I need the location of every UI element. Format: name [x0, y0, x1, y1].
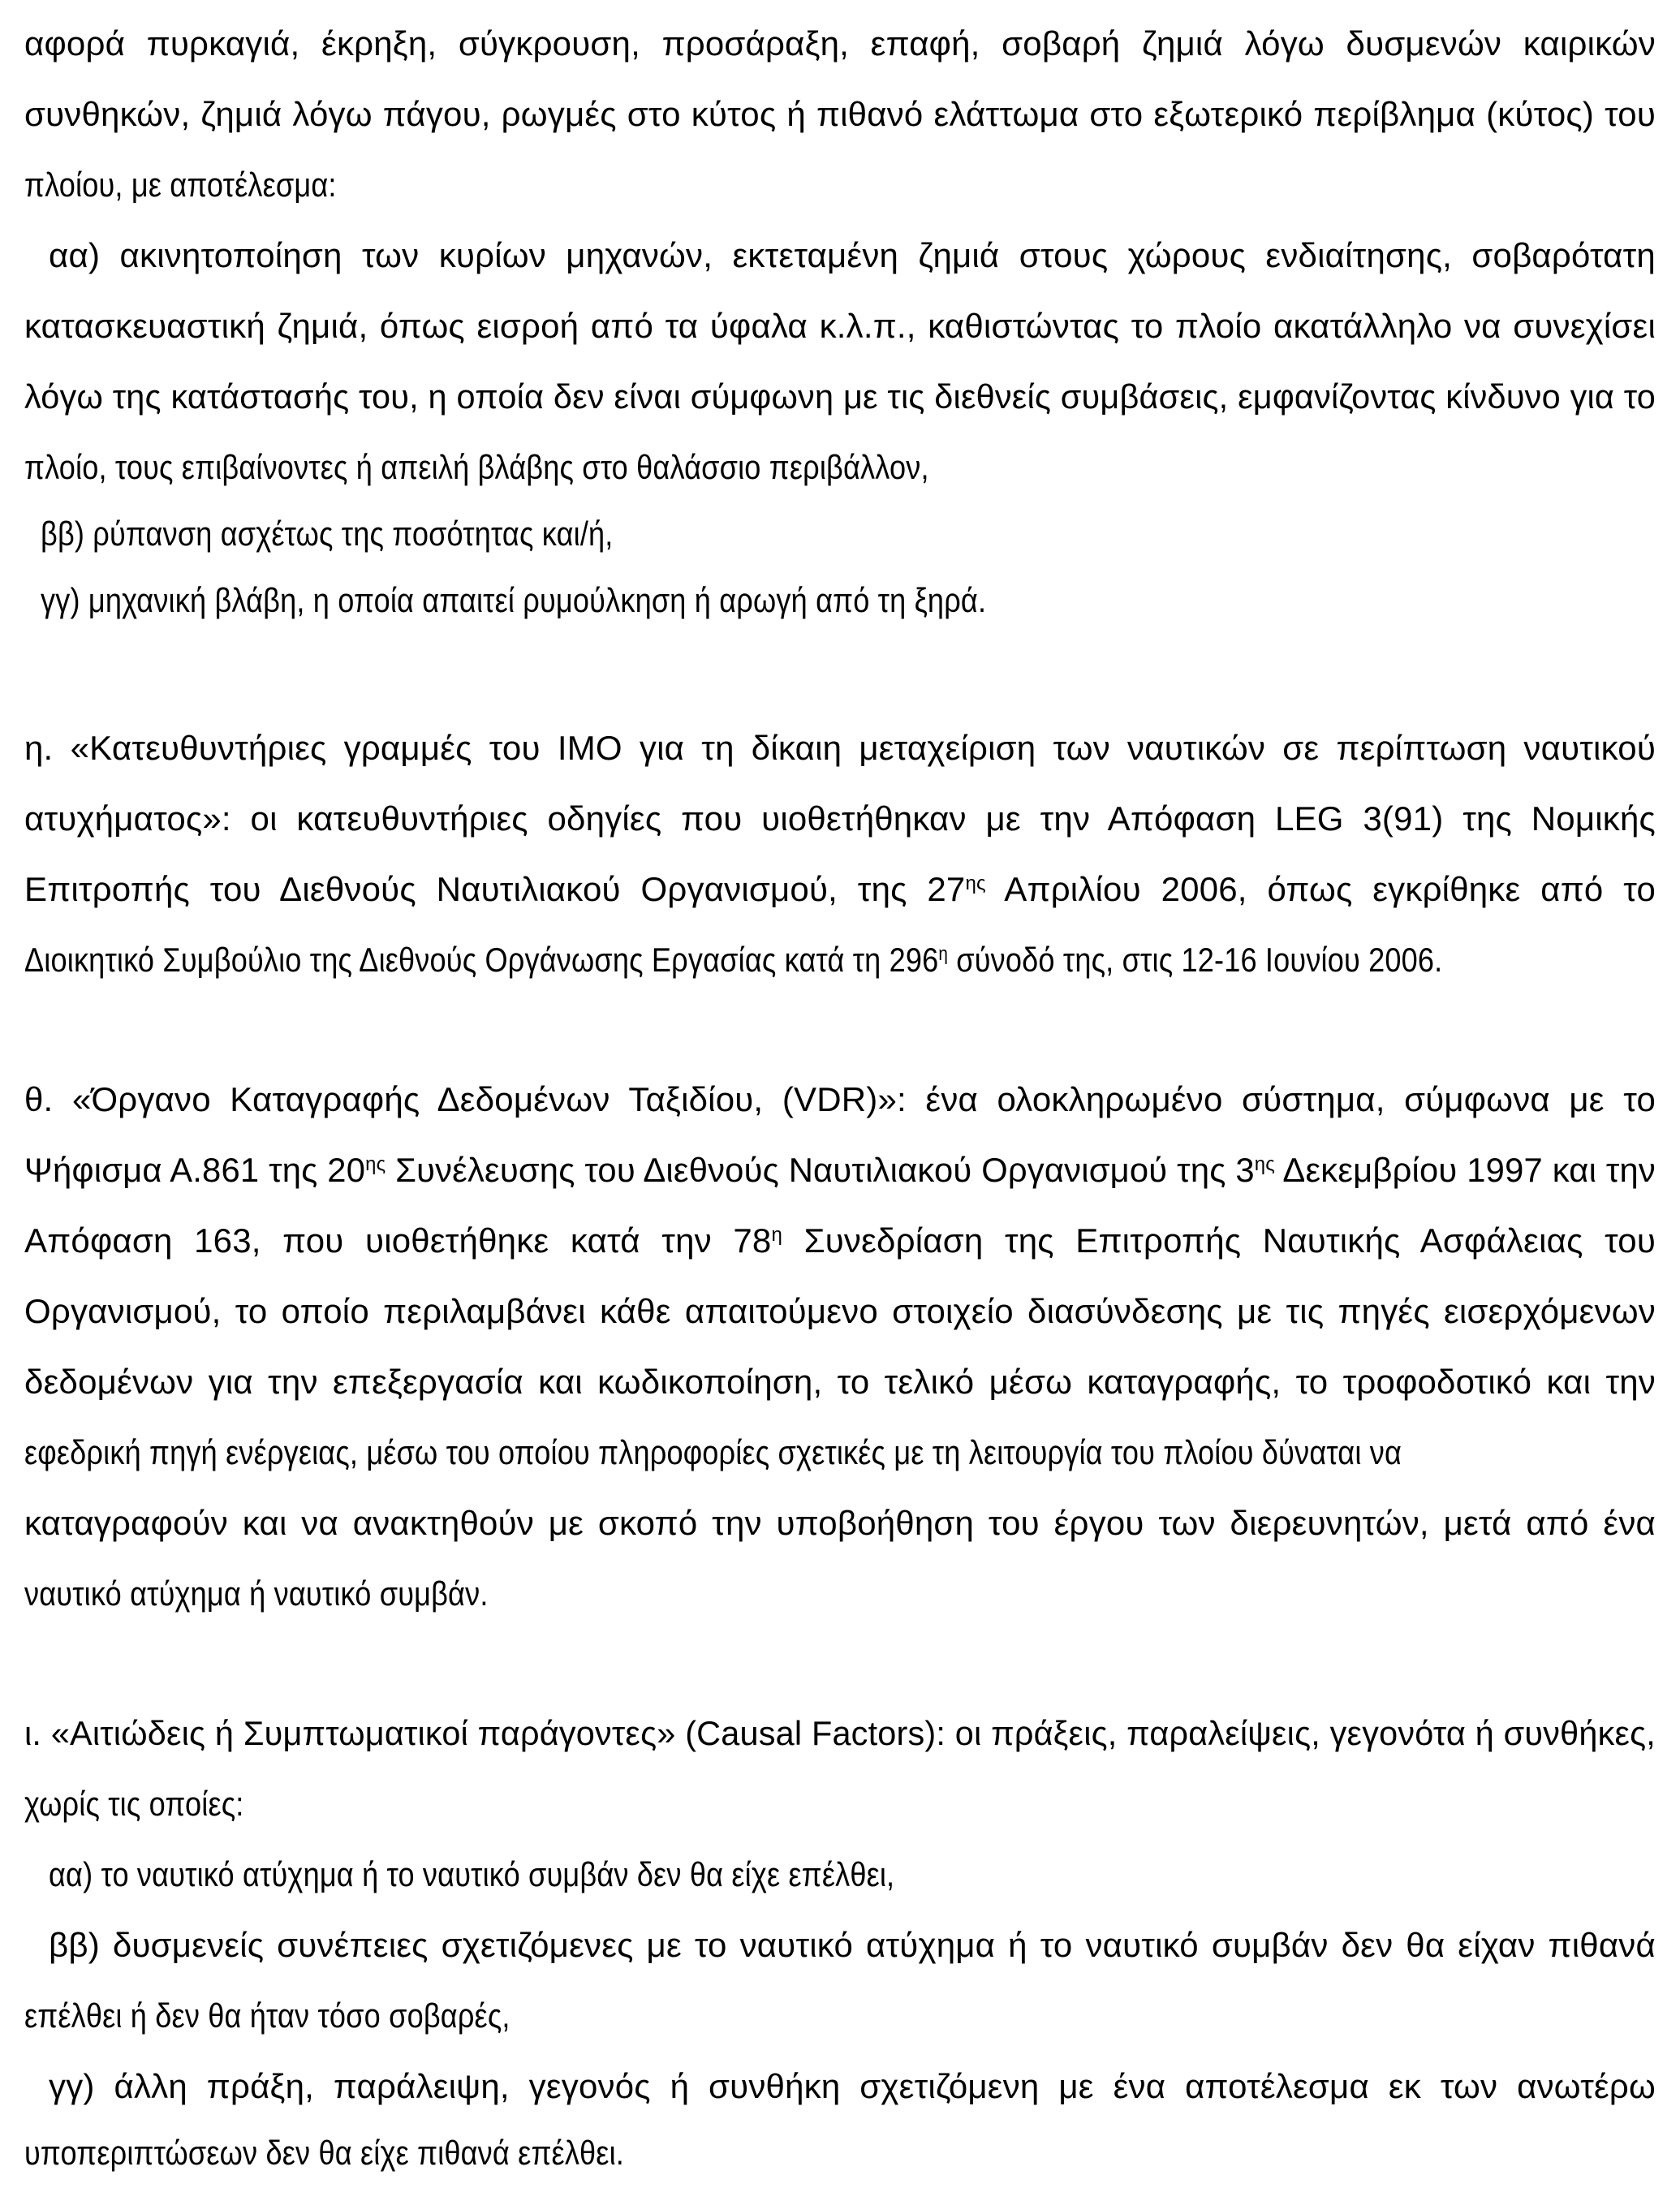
- text-line: [24, 1135, 1656, 1205]
- text-line: δεδομένων για την επεξεργασία και κωδικοποίηση, το τελικό μέσω καταγραφής, το τροφοδοτικό και την: [24, 1363, 1656, 1401]
- text-span: Δεκεμβρίου 1997 και την: [1274, 1151, 1656, 1189]
- text-line: αφορά πυρκαγιά, έκρηξη, σύγκρουση, προσάραξη, επαφή, σοβαρή ζημιά λόγω δυσμενών καιρικών: [24, 24, 1656, 62]
- ordinal-suffix: ης: [965, 872, 986, 894]
- ordinal-suffix: ης: [365, 1153, 386, 1175]
- text-span: Ψήφισμα Α.861 της 20: [24, 1151, 366, 1189]
- list-item-bb: ββ) ρύπανση ασχέτως της ποσότητας και/ή,: [41, 515, 614, 553]
- list-item-gg: γγ) άλλη πράξη, παράλειψη, γεγονός ή συνθήκη σχετιζόμενη με ένα αποτέλεσμα εκ των ανωτέρω: [49, 2067, 1656, 2105]
- list-item-bb: ββ) δυσμενείς συνέπειες σχετιζόμενες με το ναυτικό ατύχημα ή το ναυτικό συμβάν δεν θα είχαν πιθανά: [49, 1926, 1656, 1964]
- text-line: υποπεριπτώσεων δεν θα είχε πιθανά επέλθει.: [24, 2134, 624, 2172]
- text-line: ατυχήματος»: οι κατευθυντήριες οδηγίες που υιοθετήθηκαν με την Απόφαση LEG 3(91) της Νομικής: [24, 799, 1656, 838]
- text-line: συνθηκών, ζημιά λόγω πάγου, ρωγμές στο κύτος ή πιθανό ελάττωμα στο εξωτερικό περίβλημα (κύτος) του: [24, 95, 1656, 133]
- ordinal-suffix: η: [938, 943, 949, 965]
- definition-theta-heading: θ. «Όργανο Καταγραφής Δεδομένων Ταξιδίου, (VDR)»: ένα ολοκληρωμένο σύστημα, σύμφωνα με το: [24, 1080, 1656, 1118]
- definition-eta-heading: η. «Κατευθυντήριες γραμμές του IMO για τη δίκαιη μεταχείριση των ναυτικών σε περίπτωση ναυτικού: [24, 729, 1656, 767]
- ordinal-suffix: η: [771, 1224, 783, 1246]
- text-line: κατασκευαστική ζημιά, όπως εισροή από τα ύφαλα κ.λ.π., καθιστώντας το πλοίο ακατάλληλο να συνεχίσει: [24, 307, 1656, 345]
- text-line: [24, 924, 1442, 995]
- text-span: σύνοδό της, στις 12-16 Ιουνίου 2006.: [948, 941, 1443, 979]
- text-line: πλοίο, τους επιβαίνοντες ή απειλή βλάβης στο θαλάσσιο περιβάλλον,: [24, 448, 929, 486]
- ordinal-suffix: ης: [1254, 1153, 1275, 1175]
- text-span: Διοικητικό Συμβούλιο της Διεθνούς Οργάνωσης Εργασίας κατά τη 296: [24, 941, 939, 979]
- text-line: χωρίς τις οποίες:: [24, 1785, 244, 1823]
- text-line: καταγραφούν και να ανακτηθούν με σκοπό την υποβοήθηση του έργου των διερευνητών, μετά από ένα: [24, 1504, 1656, 1542]
- text-span: Απριλίου 2006, όπως εγκρίθηκε από το: [985, 870, 1656, 908]
- text-span: Συνέλευσης του Διεθνούς Ναυτιλιακού Οργανισμού της 3: [386, 1151, 1255, 1189]
- text-line: Οργανισμού, το οποίο περιλαμβάνει κάθε απαιτούμενο στοιχείο διασύνδεσης με τις πηγές εισερχόμενων: [24, 1292, 1656, 1330]
- text-line: πλοίου, με αποτέλεσμα:: [24, 166, 337, 204]
- text-line: [24, 1205, 1656, 1276]
- text-span: Απόφαση 163, που υιοθετήθηκε κατά την 78: [24, 1221, 772, 1260]
- text-line: [24, 854, 1656, 924]
- list-item-aa: αα) ακινητοποίηση των κυρίων μηχανών, εκτεταμένη ζημιά στους χώρους ενδιαίτησης, σοβαρότατη: [49, 236, 1656, 274]
- list-item-gg: γγ) μηχανική βλάβη, η οποία απαιτεί ρυμούλκηση ή αρωγή από τη ξηρά.: [41, 581, 987, 619]
- definition-iota-heading: ι. «Αιτιώδεις ή Συμπτωματικοί παράγοντες» (Causal Factors): οι πράξεις, παραλείψεις, γεγονότα ή συνθήκες,: [24, 1714, 1656, 1752]
- text-line: επέλθει ή δεν θα ήταν τόσο σοβαρές,: [24, 1996, 510, 2035]
- text-line: εφεδρική πηγή ενέργειας, μέσω του οποίου πληροφορίες σχετικές με τη λειτουργία του πλοίου δύναται να: [24, 1433, 1402, 1471]
- text-line: ναυτικό ατύχημα ή ναυτικό συμβάν.: [24, 1574, 489, 1613]
- list-item-aa: αα) το ναυτικό ατύχημα ή το ναυτικό συμβάν δεν θα είχε επέλθει,: [49, 1855, 895, 1893]
- text-span: Επιτροπής του Διεθνούς Ναυτιλιακού Οργανισμού, της 27: [24, 870, 966, 908]
- text-span: Συνεδρίαση της Επιτροπής Ναυτικής Ασφάλειας του: [782, 1221, 1656, 1260]
- text-line: λόγω της κατάστασής του, η οποία δεν είναι σύμφωνη με τις διεθνείς συμβάσεις, εμφανίζοντας κίνδυνο για το: [24, 377, 1656, 416]
